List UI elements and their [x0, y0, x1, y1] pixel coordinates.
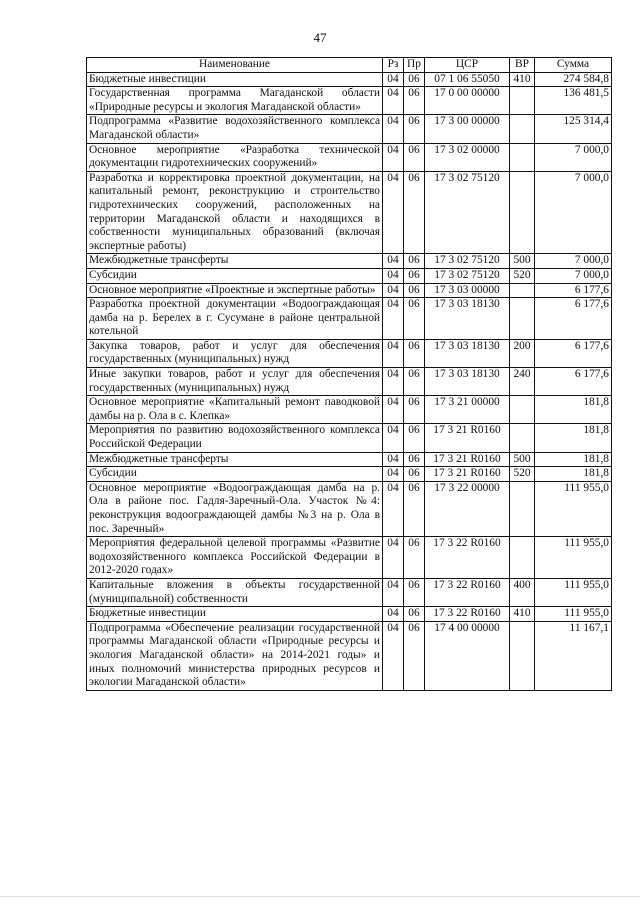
cell-sum: 181,8	[535, 424, 612, 452]
cell-rz: 04	[383, 621, 404, 690]
cell-pr: 06	[404, 298, 425, 340]
cell-vr: 520	[510, 268, 535, 283]
cell-pr: 06	[404, 607, 425, 622]
cell-rz: 04	[383, 368, 404, 396]
header-pr: Пр	[404, 58, 425, 73]
cell-pr: 06	[404, 283, 425, 298]
table-row	[87, 339, 612, 367]
cell-vr	[510, 143, 535, 171]
cell-sum: 181,8	[535, 396, 612, 424]
page-edge-divider	[0, 896, 640, 897]
cell-name: Подпрограмма «Обеспечение реализации государственной программы Магаданской области «Природные ресурсы и экология Магаданской области» на 2014-2021 годы» и иных полномочий министерства природных ресурсов и экологии Магаданской области»	[87, 621, 383, 690]
cell-sum: 125 314,4	[535, 115, 612, 143]
cell-rz: 04	[383, 143, 404, 171]
cell-csr: 17 3 21 R0160	[425, 452, 510, 467]
table-header-row	[87, 58, 612, 73]
cell-pr: 06	[404, 115, 425, 143]
table-row	[87, 298, 612, 340]
cell-pr: 06	[404, 87, 425, 115]
cell-vr	[510, 87, 535, 115]
cell-vr	[510, 481, 535, 536]
cell-vr	[510, 621, 535, 690]
cell-sum: 111 955,0	[535, 578, 612, 606]
table-row	[87, 143, 612, 171]
cell-sum: 111 955,0	[535, 537, 612, 579]
cell-pr: 06	[404, 452, 425, 467]
cell-pr: 06	[404, 72, 425, 87]
table-row	[87, 115, 612, 143]
cell-csr: 17 3 03 18130	[425, 368, 510, 396]
cell-sum: 181,8	[535, 452, 612, 467]
cell-name: Иные закупки товаров, работ и услуг для обеспечения государственных (муниципальных) нужд	[87, 368, 383, 396]
cell-rz: 04	[383, 298, 404, 340]
cell-vr: 500	[510, 254, 535, 269]
table-row	[87, 537, 612, 579]
budget-table	[86, 57, 612, 691]
header-name: Наименование	[87, 58, 383, 73]
cell-sum: 7 000,0	[535, 254, 612, 269]
cell-name: Разработка и корректировка проектной документации, на капитальный ремонт, реконструкцию и строительство гидротехнических сооружений, расположенных на территории Магаданской области и находящихся в собственности муниципальных образований (включая экспертные работы)	[87, 171, 383, 254]
cell-csr: 17 3 22 R0160	[425, 578, 510, 606]
cell-vr	[510, 424, 535, 452]
cell-rz: 04	[383, 171, 404, 254]
cell-sum: 7 000,0	[535, 171, 612, 254]
cell-csr: 17 3 03 18130	[425, 298, 510, 340]
cell-csr: 17 3 22 00000	[425, 481, 510, 536]
cell-sum: 7 000,0	[535, 143, 612, 171]
cell-csr: 17 3 22 R0160	[425, 607, 510, 622]
cell-sum: 6 177,6	[535, 339, 612, 367]
cell-rz: 04	[383, 283, 404, 298]
cell-sum: 11 167,1	[535, 621, 612, 690]
cell-name: Разработка проектной документации «Водоограждающая дамба на р. Берелех в г. Сусумане в районе центральной котельной	[87, 298, 383, 340]
cell-pr: 06	[404, 467, 425, 482]
header-sum: Сумма	[535, 58, 612, 73]
cell-rz: 04	[383, 467, 404, 482]
table-row	[87, 481, 612, 536]
cell-csr: 17 3 03 18130	[425, 339, 510, 367]
cell-csr: 17 3 02 75120	[425, 171, 510, 254]
header-rz: Рз	[383, 58, 404, 73]
table-row	[87, 72, 612, 87]
cell-pr: 06	[404, 171, 425, 254]
cell-name: Основное мероприятие «Капитальный ремонт паводковой дамбы на р. Ола в с. Клепка»	[87, 396, 383, 424]
cell-pr: 06	[404, 368, 425, 396]
cell-sum: 274 584,8	[535, 72, 612, 87]
cell-vr: 410	[510, 607, 535, 622]
cell-rz: 04	[383, 424, 404, 452]
cell-rz: 04	[383, 396, 404, 424]
cell-sum: 7 000,0	[535, 268, 612, 283]
cell-name: Основное мероприятие «Разработка технической документации гидротехнических сооружений»	[87, 143, 383, 171]
cell-pr: 06	[404, 339, 425, 367]
cell-csr: 17 3 21 R0160	[425, 424, 510, 452]
cell-name: Межбюджетные трансферты	[87, 452, 383, 467]
cell-name: Подпрограмма «Развитие водохозяйственного комплекса Магаданской области»	[87, 115, 383, 143]
cell-vr	[510, 537, 535, 579]
cell-rz: 04	[383, 339, 404, 367]
cell-sum: 6 177,6	[535, 283, 612, 298]
cell-csr: 17 3 02 00000	[425, 143, 510, 171]
table-row	[87, 578, 612, 606]
cell-vr	[510, 396, 535, 424]
cell-rz: 04	[383, 578, 404, 606]
cell-name: Мероприятия по развитию водохозяйственного комплекса Российской Федерации	[87, 424, 383, 452]
cell-vr: 200	[510, 339, 535, 367]
cell-sum: 111 955,0	[535, 481, 612, 536]
cell-vr: 400	[510, 578, 535, 606]
cell-sum: 6 177,6	[535, 298, 612, 340]
table-body	[87, 72, 612, 690]
table-row	[87, 607, 612, 622]
cell-pr: 06	[404, 268, 425, 283]
cell-csr: 17 3 22 R0160	[425, 537, 510, 579]
table-row	[87, 424, 612, 452]
cell-sum: 6 177,6	[535, 368, 612, 396]
cell-pr: 06	[404, 537, 425, 579]
cell-rz: 04	[383, 115, 404, 143]
table-row	[87, 283, 612, 298]
cell-csr: 17 0 00 00000	[425, 87, 510, 115]
cell-csr: 17 3 21 00000	[425, 396, 510, 424]
cell-pr: 06	[404, 396, 425, 424]
cell-pr: 06	[404, 621, 425, 690]
cell-vr	[510, 298, 535, 340]
cell-vr: 240	[510, 368, 535, 396]
cell-pr: 06	[404, 578, 425, 606]
cell-pr: 06	[404, 143, 425, 171]
cell-csr: 07 1 06 55050	[425, 72, 510, 87]
cell-rz: 04	[383, 72, 404, 87]
cell-name: Капитальные вложения в объекты государственной (муниципальной) собственности	[87, 578, 383, 606]
table-row	[87, 467, 612, 482]
cell-csr: 17 4 00 00000	[425, 621, 510, 690]
cell-vr: 410	[510, 72, 535, 87]
cell-sum: 181,8	[535, 467, 612, 482]
table-row	[87, 171, 612, 254]
cell-rz: 04	[383, 537, 404, 579]
cell-name: Межбюджетные трансферты	[87, 254, 383, 269]
cell-vr	[510, 171, 535, 254]
cell-rz: 04	[383, 254, 404, 269]
cell-pr: 06	[404, 424, 425, 452]
cell-rz: 04	[383, 452, 404, 467]
cell-sum: 136 481,5	[535, 87, 612, 115]
cell-name: Бюджетные инвестиции	[87, 72, 383, 87]
cell-vr	[510, 115, 535, 143]
cell-name: Субсидии	[87, 268, 383, 283]
cell-name: Государственная программа Магаданской области «Природные ресурсы и экология Магаданской области»	[87, 87, 383, 115]
table-row	[87, 268, 612, 283]
cell-rz: 04	[383, 607, 404, 622]
table-row	[87, 621, 612, 690]
table-row	[87, 396, 612, 424]
cell-rz: 04	[383, 481, 404, 536]
table-row	[87, 87, 612, 115]
cell-vr: 520	[510, 467, 535, 482]
cell-name: Мероприятия федеральной целевой программы «Развитие водохозяйственного комплекса Российской Федерации в 2012-2020 годах»	[87, 537, 383, 579]
table-row	[87, 254, 612, 269]
cell-pr: 06	[404, 254, 425, 269]
cell-name: Основное мероприятие «Проектные и экспертные работы»	[87, 283, 383, 298]
cell-vr: 500	[510, 452, 535, 467]
cell-csr: 17 3 03 00000	[425, 283, 510, 298]
cell-name: Субсидии	[87, 467, 383, 482]
cell-rz: 04	[383, 87, 404, 115]
cell-name: Бюджетные инвестиции	[87, 607, 383, 622]
cell-rz: 04	[383, 268, 404, 283]
header-vr: ВР	[510, 58, 535, 73]
header-csr: ЦСР	[425, 58, 510, 73]
cell-csr: 17 3 02 75120	[425, 254, 510, 269]
cell-vr	[510, 283, 535, 298]
cell-csr: 17 3 00 00000	[425, 115, 510, 143]
table-row	[87, 368, 612, 396]
cell-name: Основное мероприятие «Водоограждающая дамба на р. Ола в районе пос. Гадля-Заречный-Ола. Участок №4: реконструкция водоограждающей дамбы №3 на р. Ола в пос. Заречный»	[87, 481, 383, 536]
cell-csr: 17 3 02 75120	[425, 268, 510, 283]
cell-name: Закупка товаров, работ и услуг для обеспечения государственных (муниципальных) нужд	[87, 339, 383, 367]
cell-sum: 111 955,0	[535, 607, 612, 622]
page-number: 47	[313, 30, 327, 45]
cell-csr: 17 3 21 R0160	[425, 467, 510, 482]
cell-pr: 06	[404, 481, 425, 536]
table-row	[87, 452, 612, 467]
